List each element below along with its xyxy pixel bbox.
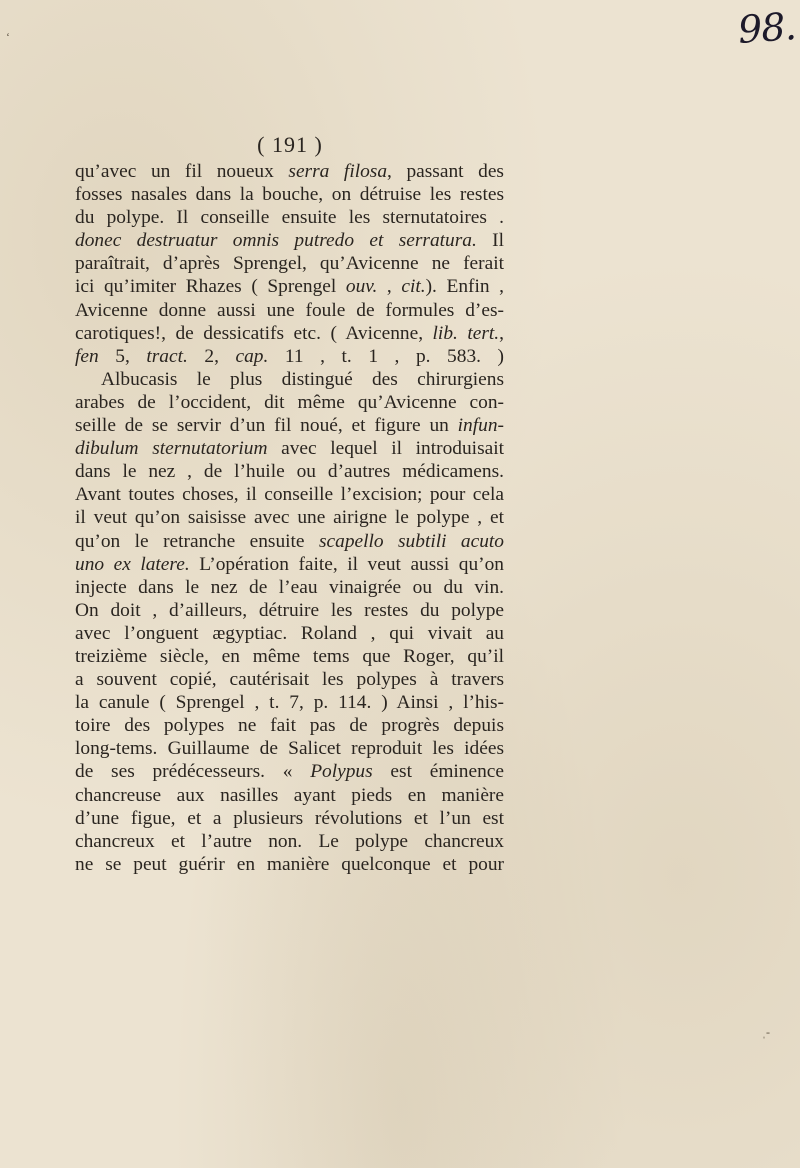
text-segment: chancreux et l’autre non. Le polype chancreux	[75, 830, 504, 852]
text-line	[75, 299, 504, 322]
text-line	[75, 391, 504, 414]
text-line	[75, 553, 504, 576]
text-line	[75, 322, 504, 345]
page-number: ( 191 )	[257, 132, 323, 157]
text-segment: qu’avec un fil noueux	[75, 161, 289, 182]
text-segment: Albucasis le plus distingué des chirurgiens	[101, 368, 504, 390]
text-segment: avec lequel il introduisait	[267, 438, 504, 460]
italic-text: cap.	[235, 345, 269, 367]
text-segment: a souvent copié, cautérisait les polypes à travers	[75, 669, 504, 691]
italic-text: lib. tert.	[432, 322, 500, 344]
text-segment: paraîtrait, d’après Sprengel, qu’Avicenne ne ferait	[75, 253, 504, 275]
text-segment: treizième siècle, en même tems que Roger, qu’il	[75, 645, 504, 667]
text-line	[75, 668, 504, 691]
text-segment: seille de se servir d’un fil noué, et figure un	[75, 415, 458, 437]
italic-text: tract.	[146, 345, 188, 367]
body-text	[75, 160, 504, 876]
text-line	[75, 437, 504, 460]
text-line	[75, 714, 504, 737]
text-segment: ,	[499, 322, 504, 344]
text-segment: Avicenne donne aussi une foule de formules d’es-	[75, 299, 504, 321]
text-segment: fosses nasales dans la bouche, on détruise les restes	[75, 184, 504, 206]
text-line	[75, 760, 504, 783]
text-line	[75, 183, 504, 206]
text-segment: d’une figue, et a plusieurs révolutions et l’un est	[75, 807, 504, 829]
text-line	[75, 576, 504, 599]
margin-mark: ˌ‐	[762, 1025, 770, 1039]
text-segment: Il	[476, 230, 504, 252]
text-segment: il veut qu’on saisisse avec une airigne le polype , et	[75, 507, 504, 529]
italic-text: cit.	[401, 276, 426, 298]
text-line	[75, 506, 504, 529]
text-segment: est éminence	[372, 761, 505, 783]
italic-text: ouv.	[345, 276, 378, 298]
text-line	[75, 483, 504, 506]
text-segment: ici qu’imiter Rhazes ( Sprengel	[75, 276, 346, 298]
italic-text: serra filosa	[288, 161, 388, 182]
text-line	[75, 160, 504, 183]
text-line	[75, 622, 504, 645]
text-segment: la canule ( Sprengel , t. 7, p. 114. ) Ainsi , l’his-	[75, 692, 504, 714]
text-segment: L’opération faite, il veut aussi qu’on	[189, 553, 504, 575]
text-line	[75, 414, 504, 437]
text-line	[75, 807, 504, 830]
text-line	[75, 206, 504, 229]
text-line	[75, 275, 504, 298]
text-segment: ne se peut guérir en manière quelconque et pour	[75, 853, 504, 875]
text-line	[75, 530, 504, 553]
text-line	[75, 460, 504, 483]
text-segment: qu’on le retranche ensuite	[75, 530, 319, 552]
text-segment: dans le nez , de l’huile ou d’autres médicamens.	[75, 461, 504, 483]
text-line	[75, 853, 504, 876]
text-line	[75, 599, 504, 622]
text-segment: toire des polypes ne fait pas de progrès depuis	[75, 715, 504, 737]
italic-text: infun-	[457, 415, 504, 437]
text-segment: 11 , t. 1 , p. 583. )	[268, 345, 504, 367]
text-segment: ,	[377, 276, 402, 298]
text-segment: , passant des	[387, 161, 504, 182]
italic-text: uno ex latere.	[75, 553, 190, 575]
text-line	[75, 345, 504, 368]
text-segment: arabes de l’occident, dit même qu’Avicenne con-	[75, 391, 504, 413]
handwritten-folio-number: 98.	[736, 4, 797, 52]
text-line	[75, 830, 504, 853]
text-segment: chancreuse aux nasilles ayant pieds en manière	[75, 784, 504, 806]
text-segment: de ses prédécesseurs. «	[75, 761, 311, 783]
text-line	[75, 645, 504, 668]
italic-text: scapello subtili acuto	[318, 530, 504, 552]
text-segment: 2,	[187, 345, 236, 367]
italic-text: fen	[75, 345, 99, 367]
text-line	[75, 784, 504, 807]
text-line	[75, 691, 504, 714]
text-line	[75, 737, 504, 760]
text-segment: 5,	[98, 345, 147, 367]
text-line	[75, 229, 504, 252]
text-segment: carotiques!, de dessicatifs etc. ( Avicenne,	[75, 322, 433, 344]
text-segment: On doit , d’ailleurs, détruire les restes du polype	[75, 599, 504, 621]
text-line	[75, 252, 504, 275]
text-segment: long-tems. Guillaume de Salicet reproduit les idées	[75, 738, 504, 760]
text-segment: Avant toutes choses, il conseille l’excision; pour cela	[75, 484, 504, 506]
italic-text: dibulum sternutatorium	[75, 438, 268, 460]
text-segment: injecte dans le nez de l’eau vinaigrée ou du vin.	[75, 576, 504, 598]
italic-text: Polypus	[310, 761, 373, 783]
margin-mark: ‘	[6, 30, 10, 44]
text-segment: avec l’onguent ægyptiac. Roland , qui vivait au	[75, 622, 504, 644]
text-segment: du polype. Il conseille ensuite les sternutatoires .	[75, 207, 504, 229]
text-line	[75, 368, 504, 391]
italic-text: donec destruatur omnis putredo et serratura.	[75, 230, 477, 252]
text-segment: ). Enfin ,	[425, 276, 504, 298]
